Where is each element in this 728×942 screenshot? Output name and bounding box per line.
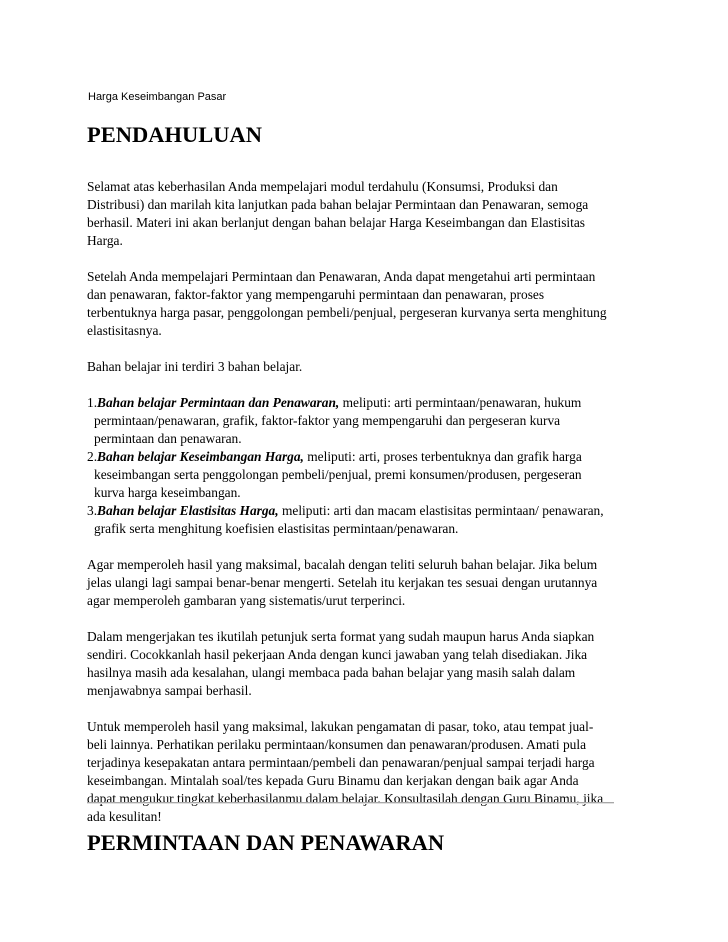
text-line: agar memperoleh gambaran yang sistematis/urut terperinci. xyxy=(87,593,406,608)
list-number: 3. xyxy=(87,503,98,518)
paragraph-overview xyxy=(87,268,647,340)
list-item-text: meliputi: arti dan macam elastisitas permintaan/ penawaran, xyxy=(278,503,604,518)
list-item xyxy=(87,448,647,502)
list-item-first-line xyxy=(87,394,647,412)
paragraph-study-advice xyxy=(87,556,647,610)
text-line: keseimbangan serta penggolongan pembeli/penjual, premi konsumen/produsen, pergeseran xyxy=(94,467,582,482)
text-line: keseimbangan. Mintalah soal/tes kepada Guru Binamu dan kerjakan dengan baik agar Anda xyxy=(87,773,579,788)
text-line: permintaan/penawaran, grafik, faktor-faktor yang mempengaruhi dan pergeseran kurva xyxy=(94,413,561,428)
list-item xyxy=(87,502,647,538)
text-line: ada kesulitan! xyxy=(87,809,162,824)
list-item-first-line xyxy=(87,448,647,466)
text-line: dapat mengukur tingkat keberhasilanmu dalam belajar. Konsultasilah dengan Guru Binamu, jika xyxy=(87,791,604,806)
list-item-title: Bahan belajar Keseimbangan Harga, xyxy=(97,449,304,464)
text-line: terjadinya kesepakatan antara permintaan/pembeli dan penawaran/penjual sampai terjadi harga xyxy=(87,755,595,770)
text-line: elastisitasnya. xyxy=(87,323,162,338)
document-body xyxy=(87,178,647,826)
text-line: menjawabnya sampai berhasil. xyxy=(87,683,252,698)
text-line: jelas ulangi lagi sampai benar-benar mengerti. Setelah itu kerjakan tes sesuai dengan urutannya xyxy=(87,575,598,590)
text-line: Selamat atas keberhasilan Anda mempelajari modul terdahulu (Konsumsi, Produksi dan xyxy=(87,179,558,194)
text-line: Dalam mengerjakan tes ikutilah petunjuk serta format yang sudah maupun harus Anda siapkan xyxy=(87,629,595,644)
horizontal-rule xyxy=(87,802,614,804)
list-item-title: Bahan belajar Permintaan dan Penawaran, xyxy=(97,395,340,410)
text-line: permintaan dan penawaran. xyxy=(94,431,242,446)
list-item-title: Bahan belajar Elastisitas Harga, xyxy=(97,503,279,518)
list-number: 2. xyxy=(87,449,98,464)
section-heading-pendahuluan: PENDAHULUAN xyxy=(87,122,263,147)
text-line: Untuk memperoleh hasil yang maksimal, lakukan pengamatan di pasar, toko, atau tempat jual- xyxy=(87,719,594,734)
list-item-first-line xyxy=(87,502,647,520)
list-number: 1. xyxy=(87,395,98,410)
paragraph-materials-count: Bahan belajar ini terdiri 3 bahan belajar. xyxy=(87,359,303,374)
list-item-text: meliputi: arti, proses terbentuknya dan grafik harga xyxy=(303,449,582,464)
text-line: Harga. xyxy=(87,233,123,248)
text-line: Distribusi) dan marilah kita lanjutkan pada bahan belajar Permintaan dan Penawaran, semoga xyxy=(87,197,589,212)
text-line: terbentuknya harga pasar, penggolongan pembeli/penjual, pergeseran kurvanya serta menghitung xyxy=(87,305,607,320)
paragraph-test-instructions xyxy=(87,628,647,700)
text-line: hasilnya masih ada kesalahan, ulangi membaca pada bahan belajar yang masih salah dalam xyxy=(87,665,576,680)
paragraph-intro xyxy=(87,178,647,250)
section-heading-permintaan-dan-penawaran: PERMINTAAN DAN PENAWARAN xyxy=(87,830,445,855)
list-item-text: meliputi: arti permintaan/penawaran, hukum xyxy=(339,395,582,410)
text-line: Setelah Anda mempelajari Permintaan dan Penawaran, Anda dapat mengetahui arti permintaan xyxy=(87,269,596,284)
text-line: grafik serta menghitung koefisien elastisitas permintaan/penawaran. xyxy=(94,521,459,536)
text-line: kurva harga keseimbangan. xyxy=(94,485,241,500)
text-line: Agar memperoleh hasil yang maksimal, bacalah dengan teliti seluruh bahan belajar. Jika belum xyxy=(87,557,598,572)
text-line: beli lainnya. Perhatikan perilaku permintaan/konsumen dan penawaran/produsen. Amati pula xyxy=(87,737,587,752)
page-header: Harga Keseimbangan Pasar xyxy=(88,91,227,103)
paragraph-observation xyxy=(87,718,647,826)
text-line: sendiri. Cocokkanlah hasil pekerjaan Anda dengan kunci jawaban yang telah disediakan. Jika xyxy=(87,647,588,662)
list-item xyxy=(87,394,647,448)
text-line: dan penawaran, faktor-faktor yang mempengaruhi permintaan dan penawaran, proses xyxy=(87,287,545,302)
materials-list xyxy=(87,394,647,538)
text-line: berhasil. Materi ini akan berlanjut dengan bahan belajar Harga Keseimbangan dan Elastisitas xyxy=(87,215,586,230)
